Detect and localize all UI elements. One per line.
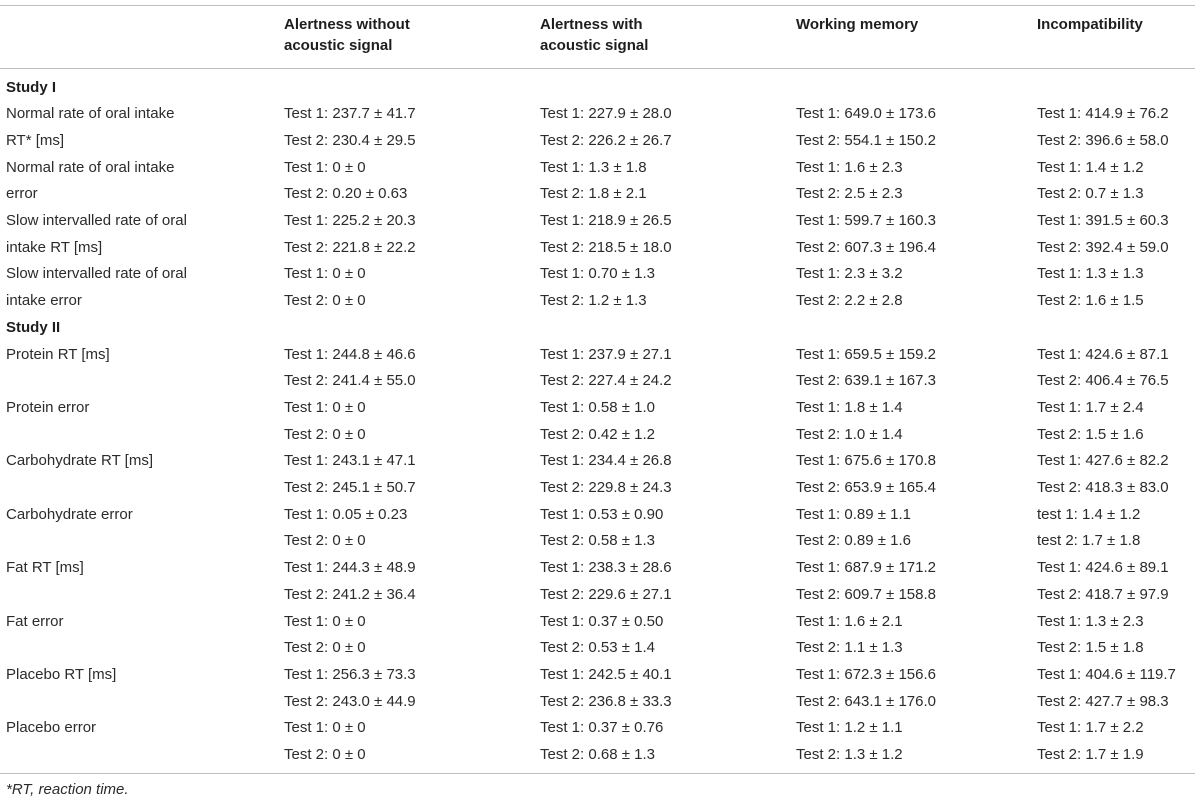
cell-working-memory: Test 1: 672.3 ± 156.6 bbox=[796, 665, 936, 683]
cell-incompatibility: Test 2: 406.4 ± 76.5 bbox=[1037, 372, 1169, 390]
cell-alertness-with: Test 2: 229.8 ± 24.3 bbox=[540, 479, 672, 496]
row-label: Protein error bbox=[6, 398, 90, 416]
cell-working-memory: Test 2: 2.5 ± 2.3 bbox=[796, 185, 903, 203]
table-row bbox=[0, 528, 1200, 555]
table-row bbox=[0, 181, 1200, 208]
cell-working-memory: Test 1: 675.6 ± 170.8 bbox=[796, 452, 936, 470]
header-alertness-with-acoustic-signal bbox=[540, 14, 648, 56]
header-line: acoustic signal bbox=[284, 37, 393, 54]
header-rule bbox=[0, 68, 1195, 69]
cell-working-memory: Test 1: 599.7 ± 160.3 bbox=[796, 212, 936, 229]
table-row bbox=[0, 288, 1200, 315]
cell-working-memory: Test 1: 2.3 ± 3.2 bbox=[796, 265, 903, 283]
cell-incompatibility: test 2: 1.7 ± 1.8 bbox=[1037, 532, 1141, 550]
cell-incompatibility: Test 1: 1.7 ± 2.2 bbox=[1037, 719, 1144, 737]
cell-working-memory: Test 2: 2.2 ± 2.8 bbox=[796, 292, 903, 310]
cell-working-memory: Test 1: 1.6 ± 2.3 bbox=[796, 158, 903, 176]
cell-alertness-with: Test 2: 227.4 ± 24.2 bbox=[540, 372, 672, 390]
cell-alertness-without: Test 2: 243.0 ± 44.9 bbox=[284, 692, 416, 710]
table-footnote: *RT, reaction time. bbox=[6, 781, 129, 798]
row-label: Fat RT [ms] bbox=[6, 559, 84, 577]
cell-working-memory: Test 1: 1.6 ± 2.1 bbox=[796, 612, 903, 630]
cell-alertness-without: Test 2: 0 ± 0 bbox=[284, 639, 366, 657]
cell-alertness-with: Test 1: 0.37 ± 0.50 bbox=[540, 612, 664, 630]
cell-alertness-with: Test 2: 0.68 ± 1.3 bbox=[540, 746, 655, 763]
cell-alertness-with: Test 2: 236.8 ± 33.3 bbox=[540, 692, 672, 710]
row-label: Fat error bbox=[6, 612, 64, 630]
table-row bbox=[0, 261, 1200, 288]
cell-alertness-with: Test 1: 234.4 ± 26.8 bbox=[540, 452, 672, 470]
cell-alertness-with: Test 1: 237.9 ± 27.1 bbox=[540, 345, 672, 363]
cell-alertness-without: Test 1: 256.3 ± 73.3 bbox=[284, 665, 416, 683]
table-row bbox=[0, 635, 1200, 662]
table-row bbox=[0, 448, 1200, 475]
cell-alertness-with: Test 2: 1.8 ± 2.1 bbox=[540, 185, 647, 203]
cell-alertness-with: Test 1: 218.9 ± 26.5 bbox=[540, 212, 672, 229]
cell-incompatibility: Test 1: 1.3 ± 2.3 bbox=[1037, 612, 1144, 630]
table-row bbox=[0, 128, 1200, 155]
cell-alertness-without: Test 1: 0.05 ± 0.23 bbox=[284, 505, 408, 523]
cell-working-memory: Test 1: 687.9 ± 171.2 bbox=[796, 559, 936, 577]
cell-incompatibility: Test 1: 424.6 ± 89.1 bbox=[1037, 559, 1169, 577]
cell-alertness-without: Test 1: 0 ± 0 bbox=[284, 265, 366, 283]
header-line: Working memory bbox=[796, 16, 919, 33]
cell-alertness-without: Test 1: 244.8 ± 46.6 bbox=[284, 345, 416, 363]
cell-incompatibility: Test 2: 1.7 ± 1.9 bbox=[1037, 746, 1144, 763]
table-row bbox=[0, 475, 1200, 502]
row-label: Slow intervalled rate of oral bbox=[6, 212, 187, 229]
cell-alertness-without: Test 2: 0 ± 0 bbox=[284, 425, 366, 443]
cell-alertness-without: Test 1: 237.7 ± 41.7 bbox=[284, 105, 416, 123]
row-label: Slow intervalled rate of oral bbox=[6, 265, 187, 283]
cell-alertness-without: Test 2: 230.4 ± 29.5 bbox=[284, 131, 416, 149]
cell-incompatibility: Test 1: 1.7 ± 2.4 bbox=[1037, 398, 1144, 416]
cell-incompatibility: Test 2: 0.7 ± 1.3 bbox=[1037, 185, 1144, 203]
cell-alertness-without: Test 1: 244.3 ± 48.9 bbox=[284, 559, 416, 577]
cell-working-memory: Test 2: 554.1 ± 150.2 bbox=[796, 131, 936, 149]
cell-working-memory: Test 2: 1.0 ± 1.4 bbox=[796, 425, 903, 443]
cell-working-memory: Test 2: 1.3 ± 1.2 bbox=[796, 746, 903, 763]
row-label: intake RT [ms] bbox=[6, 238, 103, 256]
row-label: Protein RT [ms] bbox=[6, 345, 110, 363]
cell-alertness-with: Test 2: 1.2 ± 1.3 bbox=[540, 292, 647, 310]
cell-working-memory: Test 2: 607.3 ± 196.4 bbox=[796, 238, 936, 256]
table-row bbox=[0, 662, 1200, 689]
cell-alertness-without: Test 1: 0 ± 0 bbox=[284, 612, 366, 630]
row-label: error bbox=[6, 185, 38, 203]
cell-alertness-without: Test 1: 243.1 ± 47.1 bbox=[284, 452, 416, 470]
cell-alertness-with: Test 1: 1.3 ± 1.8 bbox=[540, 158, 647, 176]
cell-incompatibility: Test 1: 1.3 ± 1.3 bbox=[1037, 265, 1144, 283]
cell-alertness-without: Test 2: 0 ± 0 bbox=[284, 532, 366, 550]
cell-alertness-with: Test 1: 0.53 ± 0.90 bbox=[540, 505, 664, 523]
cell-working-memory: Test 1: 1.2 ± 1.1 bbox=[796, 719, 903, 737]
cell-incompatibility: Test 1: 1.4 ± 1.2 bbox=[1037, 158, 1144, 176]
cell-alertness-without: Test 2: 241.4 ± 55.0 bbox=[284, 372, 416, 390]
cell-incompatibility: Test 2: 1.5 ± 1.8 bbox=[1037, 639, 1144, 657]
table-row bbox=[0, 342, 1200, 369]
cell-working-memory: Test 2: 643.1 ± 176.0 bbox=[796, 692, 936, 710]
table-row bbox=[0, 582, 1200, 609]
cell-incompatibility: test 1: 1.4 ± 1.2 bbox=[1037, 505, 1141, 523]
cell-alertness-without: Test 2: 245.1 ± 50.7 bbox=[284, 479, 416, 496]
cell-alertness-without: Test 2: 0 ± 0 bbox=[284, 292, 366, 310]
cell-working-memory: Test 2: 609.7 ± 158.8 bbox=[796, 585, 936, 603]
cell-incompatibility: Test 2: 418.7 ± 97.9 bbox=[1037, 585, 1169, 603]
cell-alertness-with: Test 1: 242.5 ± 40.1 bbox=[540, 665, 672, 683]
cell-incompatibility: Test 1: 414.9 ± 76.2 bbox=[1037, 105, 1169, 123]
cell-incompatibility: Test 2: 1.6 ± 1.5 bbox=[1037, 292, 1144, 310]
cell-alertness-with: Test 1: 0.58 ± 1.0 bbox=[540, 398, 655, 416]
cell-incompatibility: Test 1: 391.5 ± 60.3 bbox=[1037, 212, 1169, 229]
cell-working-memory: Test 2: 0.89 ± 1.6 bbox=[796, 532, 911, 550]
header-line: Alertness without bbox=[284, 16, 410, 33]
cell-alertness-with: Test 2: 0.42 ± 1.2 bbox=[540, 425, 655, 443]
cell-alertness-with: Test 2: 218.5 ± 18.0 bbox=[540, 238, 672, 256]
cell-alertness-without: Test 1: 0 ± 0 bbox=[284, 158, 366, 176]
table-row bbox=[0, 101, 1200, 128]
cell-incompatibility: Test 2: 427.7 ± 98.3 bbox=[1037, 692, 1169, 710]
section-row bbox=[0, 315, 1200, 342]
cell-alertness-with: Test 1: 0.70 ± 1.3 bbox=[540, 265, 655, 283]
section-heading: Study I bbox=[6, 78, 57, 96]
cell-alertness-without: Test 1: 0 ± 0 bbox=[284, 719, 366, 737]
table-row bbox=[0, 742, 1200, 769]
cell-alertness-with: Test 1: 227.9 ± 28.0 bbox=[540, 105, 672, 123]
cell-incompatibility: Test 2: 1.5 ± 1.6 bbox=[1037, 425, 1144, 443]
row-label: intake error bbox=[6, 292, 82, 310]
cell-alertness-without: Test 2: 241.2 ± 36.4 bbox=[284, 585, 416, 603]
table-row bbox=[0, 395, 1200, 422]
header-line: Alertness with bbox=[540, 16, 643, 33]
table-top-rule bbox=[0, 5, 1195, 6]
header-line: acoustic signal bbox=[540, 37, 649, 54]
cell-incompatibility: Test 1: 427.6 ± 82.2 bbox=[1037, 452, 1169, 470]
table-row bbox=[0, 502, 1200, 529]
table-row bbox=[0, 208, 1200, 235]
row-label: RT* [ms] bbox=[6, 131, 65, 149]
cell-alertness-without: Test 2: 0.20 ± 0.63 bbox=[284, 185, 408, 203]
cell-incompatibility: Test 2: 418.3 ± 83.0 bbox=[1037, 479, 1169, 496]
cell-working-memory: Test 2: 1.1 ± 1.3 bbox=[796, 639, 903, 657]
header-incompatibility bbox=[1037, 14, 1143, 35]
table-row bbox=[0, 155, 1200, 182]
cell-incompatibility: Test 1: 424.6 ± 87.1 bbox=[1037, 345, 1169, 363]
section-row bbox=[0, 75, 1200, 102]
cell-working-memory: Test 1: 659.5 ± 159.2 bbox=[796, 345, 936, 363]
table-row bbox=[0, 235, 1200, 262]
table-row bbox=[0, 422, 1200, 449]
header-alertness-without-acoustic-signal bbox=[284, 14, 410, 56]
cell-alertness-without: Test 2: 221.8 ± 22.2 bbox=[284, 238, 416, 256]
cell-alertness-with: Test 1: 238.3 ± 28.6 bbox=[540, 559, 672, 577]
row-label: Placebo error bbox=[6, 719, 97, 737]
cell-working-memory: Test 2: 639.1 ± 167.3 bbox=[796, 372, 936, 390]
row-label: Carbohydrate RT [ms] bbox=[6, 452, 154, 470]
table-row bbox=[0, 555, 1200, 582]
table-row bbox=[0, 368, 1200, 395]
cell-alertness-with: Test 2: 0.58 ± 1.3 bbox=[540, 532, 655, 550]
header-working-memory bbox=[796, 14, 918, 35]
cell-alertness-without: Test 2: 0 ± 0 bbox=[284, 746, 366, 763]
cell-alertness-without: Test 1: 0 ± 0 bbox=[284, 398, 366, 416]
cell-alertness-with: Test 2: 229.6 ± 27.1 bbox=[540, 585, 672, 603]
cell-alertness-with: Test 2: 226.2 ± 26.7 bbox=[540, 131, 672, 149]
cell-working-memory: Test 1: 649.0 ± 173.6 bbox=[796, 105, 936, 123]
table-row bbox=[0, 715, 1200, 742]
row-label: Normal rate of oral intake bbox=[6, 158, 175, 176]
table-row bbox=[0, 689, 1200, 716]
cell-alertness-with: Test 2: 0.53 ± 1.4 bbox=[540, 639, 655, 657]
cell-incompatibility: Test 2: 392.4 ± 59.0 bbox=[1037, 238, 1169, 256]
table-row bbox=[0, 609, 1200, 636]
row-label: Placebo RT [ms] bbox=[6, 665, 117, 683]
row-label: Carbohydrate error bbox=[6, 505, 133, 523]
cell-alertness-without: Test 1: 225.2 ± 20.3 bbox=[284, 212, 416, 229]
cell-incompatibility: Test 2: 396.6 ± 58.0 bbox=[1037, 131, 1169, 149]
cell-incompatibility: Test 1: 404.6 ± 119.7 bbox=[1037, 665, 1176, 683]
section-heading: Study II bbox=[6, 318, 61, 336]
row-label: Normal rate of oral intake bbox=[6, 105, 175, 123]
cell-alertness-with: Test 1: 0.37 ± 0.76 bbox=[540, 719, 664, 737]
table-bottom-rule bbox=[0, 773, 1195, 774]
cell-working-memory: Test 2: 653.9 ± 165.4 bbox=[796, 479, 936, 496]
header-line: Incompatibility bbox=[1037, 16, 1143, 33]
cell-working-memory: Test 1: 0.89 ± 1.1 bbox=[796, 505, 911, 523]
cell-working-memory: Test 1: 1.8 ± 1.4 bbox=[796, 398, 903, 416]
